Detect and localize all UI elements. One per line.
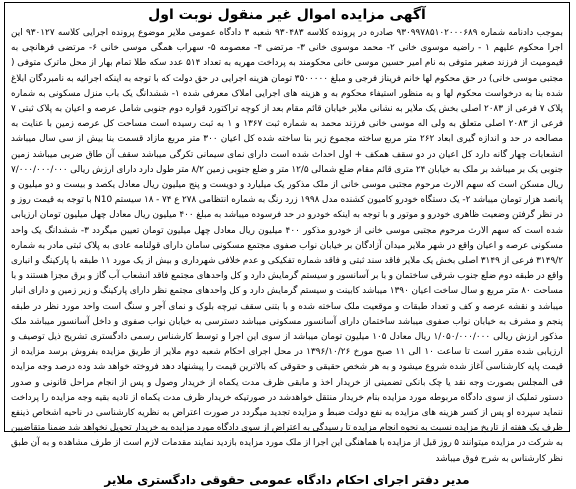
notice-signature: مدیر دفتر اجرای احکام دادگاه عمومی حقوقی دادگستری ملایر: [104, 472, 470, 487]
notice-paragraph: بموجب دادنامه شماره ۹۳۰۹۹۷۸۵۱۰۲۰۰۰۶۸۹ صادره در پرونده کلاسه ۹۳۰۴۸۳ شعبه ۳ دادگاه عمومی ملایر موضوع پرونده اجرایی کلاسه ۹۳۰۱۲۷ این اجرا محکوم علیهم ۱ - راضیه موسوی خانی ۲- محمد موسوی خانی ۳- مرتضی ۴- معصومه ۵- سهراب همگی موسی خانی ۶- مرتضی فرهانچی به قیمومیت از فرزند صغیر متوفی به نام امیر حسین موسی خانی محکومند به پرداخت مهریه به تعداد ۵۱۴ عدد سکه طلا تمام بهار از محل ماترک متوفی ( مجتبی موسی خانی) در حق محکوم لها خانم فریناز فرجی و مبلغ ۳۵۰۰۰۰۰ تومان هزینه اجرایی در حق دولت که با توجه به اینکه اجرائیه به نامبردگان ابلاغ شده بنا به درخواست محکوم لها و به منظور استیفاء محکوم به و هزینه های اجرایی املاک معرفی شده ۱- ششدانگ یک باب منزل مسکونی به شماره پلاک ۷ فرعی از ۲۰۸۳ اصلی بخش یک ملایر به نشانی ملایر خیابان قائم مقام بعد از کوچه تراکتورد قواره دوم جنوبی شامل عرصه و اعیان به پلاک ثبتی ۷ فرعی از ۲۰۸۳ اصلی متعلق به ولی اله موسی خانی فرزند محمد به شماره ثبت ۱۳۶۷ و ۱ به ثبت رسیده است مساحت کل عرصه زمین با عنایت به مصالحه در حد و اندازه گیری ابعاد ۲۶۲ متر مربع ساخته مجموع زیر بنا ساخته شده کل اعیان ۳۰۰ متر مربع مازاد قسمت بنا بیش از سی سال میباشد انشعابات چهار گانه دارد کل اعیان در دو سقف همکف + اول احداث شده است دارای نمای سیمانی تکرگی میباشد سقف آن طاق ضربی میباشد زمین جنوبی یک بر میباشد بر ملک به خیابان ۲۴ متری قائم مقام ضلع شمالی ۱۲/۵ متر و ضلع جنوبی زمین ۸/۲ متر طول دارد دارای ارزش ریالی ۷/۰۰۰/۰۰۰/۰۰۰ ریال مسکن است که سهم الارث مرحوم مجتبی موسی خانی از ملک مذکور یک میلیارد و دویست و پنج میلیون ریال معادل یکصد و بیست و دو میلیون و پانصد هزار تومان میباشد ۲- یک دستگاه خودرو کامیون کشنده مدل ۱۹۹۸ زرد رنگ به شماره انتظامی ۲۷۸ ع ۷۴ - ۱۸ سیستم N10 با توجه به قیمت روز و در نظر گرفتن وضعیت ظاهری خودرو و موتور و با توجه به اینکه خودرو در حد فرسوده میباشد به مبلغ ۴۰۰ میلیون ریال معادل چهل میلیون تومان ارزیابی شده است که سهم الارث مرحوم مجتبی موسی خانی از خودرو مذکور ۴۰۰ میلیون ریال معادل چهل میلیون تومان تعیین میگردد ۳- ششدانگ یک واحد مسکونی عرصه و اعیان واقع در شهر ملایر میدان آزادگان بر خیابان نواب صفوی مجتمع مسکونی سامان دارای قولنامه عادی به پلاک ثبتی مادر به شماره ۳۱۴۹/۲ فرعی از ۳۱۴۹ اصلی بخش یک ملایر فاقد سند ثبتی و فاقد شماره تفکیکی و عدم خلافی شهرداری و بیش از یک مورد ۱۱ طبقه با پارکینگ و انباری واقع در طبقه دوم ضلع جنوب شرقی ساختمان و با بر آسانسور و سیستم گرمایش دارد و کل واحدهای مجتمع فاقد انشعاب آب گاز و برق مجزا هستند و با مساحت ۸۰ متر مربع و سال ساخت اعیان ۱۳۹۰ میباشد کابینت و سیستم گرمایش دارد و کل واحدهای مجتمع نظر دارای پارکینگ و زیر زمین و دارای انبار میباشد و نقشه عرصه و کف و تعداد طبقات و موقعیت ملک ساخته شده و با بتنی سقف تیرچه بلوک و نمای آجر و سنگ است واحد مورد نظر در طبقه پنجم و مشرف به خیابان نواب صفوی میباشد ساختمان دارای آسانسور مسکونی میباشد دسترسی به خیابان نواب صفوی و داخل آسانسور میباشد ملک مذکور ارزش ریالی ۱/۰۵۰/۰۰۰/۰۰۰ ریال معادل ۱۰۵ میلیون تومان میباشد از سوی این اجرا و توسط کارشناس رسمی دادگستری تشریح ذیل توصیف و ارزیابی شده مقرر است تا ساعت ۱۰ الی ۱۱ صبح مورخ ۱۳۹۶/۱۰/۲۶ در محل اجرای احکام شعبه دوم ملایر از طریق مزایده بفروش برسد مزایده از قیمت پایه کارشناسی آغاز شده شروع میشود و به هر شخص حقیقی و حقوقی که بالاترین قیمت را پیشنهاد دهد فروخته خواهد شد وده درصد وجه مزایده فی المجلس بصورت وجه نقد یا چک بانکی تضمینی از خریدار اخذ و مابقی ظرف مدت یکماه از خریدار وصول و پس از انجام مراحل قانونی و صدور دستور تملیک از سوی دادگاه مربوطه مورد مزایده بنام خریدار منتقل خواهدشد در صورتیکه خریدار ظرف مدت یکماه از تادیه بقیه وجه مزایده را پرداخت ننماید سپرده او پس از کسر هزینه های مزایده به نفع دولت ضبط و مزایده تجدید میگردد در صورت اعتراض به نظریه کارشناسی در ناحیه اشخاص ذینفع ظرف یک هفته از تاریخ مزایده نسبت به نحوه انجام مزایده تا رسیدگی به اعتراض از سوی دادگاه مورد مزایده به خریدار تحویل نخواهد شد ضمنا متقاضیین به شرکت در مزایده میتوانند ۵ روز قبل از مزایده با هماهنگی این اجرا از ملک مورد مزایده بازدید نمایند مقدمات لازم است از طرف مشاهده و به آن طبق نظر کارشناس به شرح فوق میباشد: [11, 28, 564, 464]
notice-title: آگهی مزایده اموال غیر منقول نوبت اول: [148, 7, 426, 23]
auction-notice: [4, 2, 570, 487]
notice-body: [11, 26, 563, 467]
